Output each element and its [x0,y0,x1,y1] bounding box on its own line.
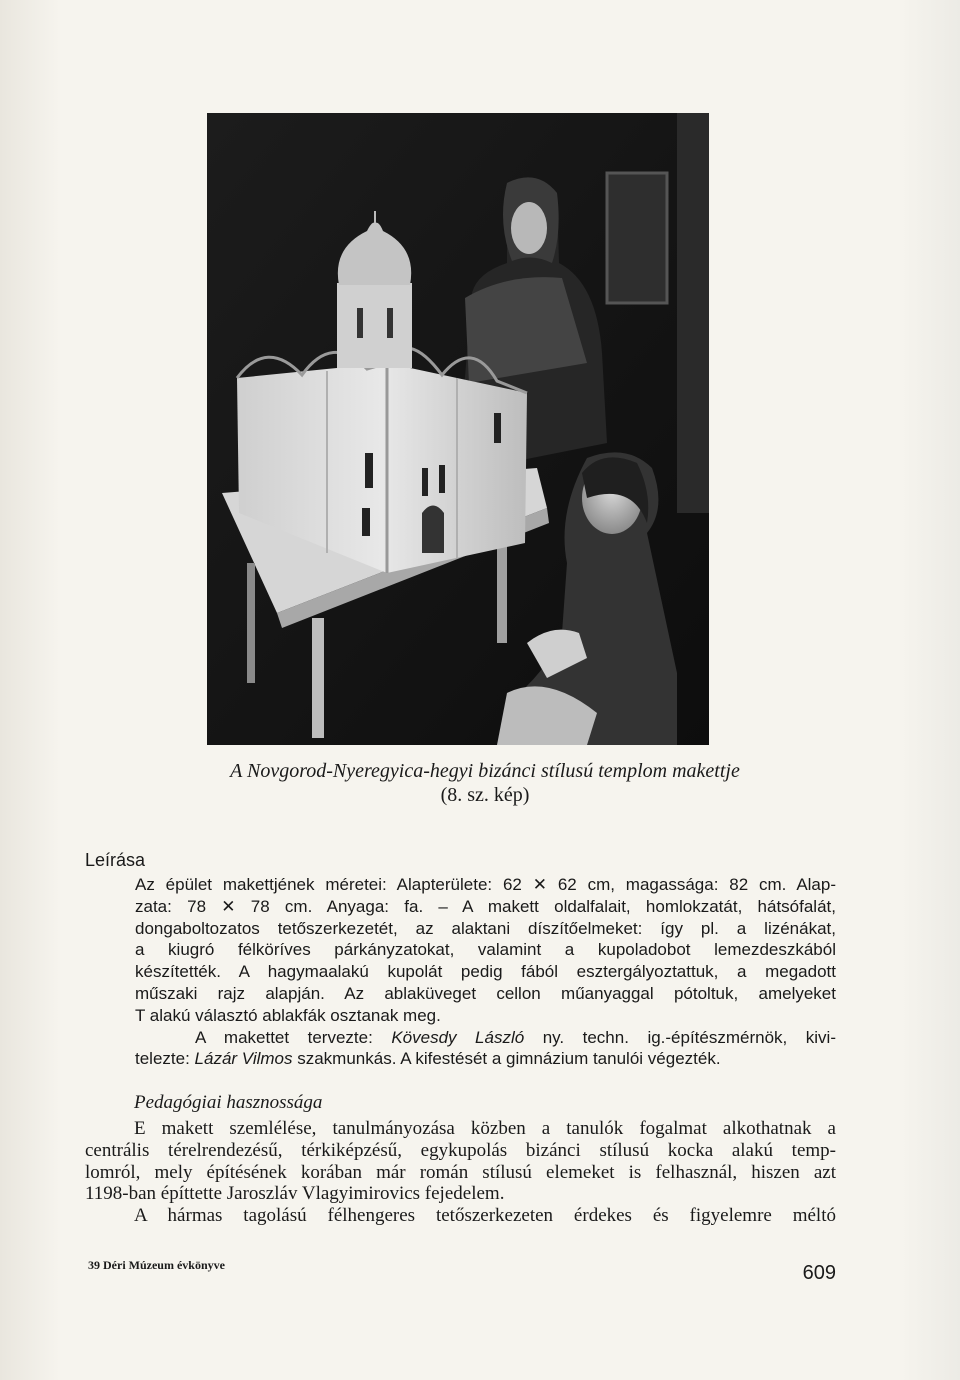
builder-suffix: szakmunkás. A kifestését a gimnázium tanulói végezték. [292,1049,721,1069]
text-line: T alakú választó ablakfák osztanak meg. [135,1005,441,1025]
text-line: dongaboltozatos tetőszerkezetét, az alaktani díszítőelmeket: így pl. a lizénákat, [135,918,836,938]
text-line: zata: 78 ✕ 78 cm. Anyaga: fa. – A makett oldalfalait, homlokzatát, hátsófalát, [135,896,836,916]
pedagogy-paragraph [85,1117,836,1226]
text-line: centrális térelrendezésű, térkiképzésű, egykupolás bizánci stílusú kocka alakú temp- [85,1139,836,1161]
pedagogy-heading: Pedagógiai hasznossága [134,1092,323,1113]
page-number: 609 [802,1262,836,1284]
text-line: készítették. A hagymaalakú kupolát pedig fából esztergályoztattuk, a megadott [135,962,836,982]
builder-line [85,1048,836,1070]
designer-prefix: A makettet tervezte: [195,1027,392,1047]
description-paragraph [85,874,836,1070]
builder-prefix: telezte: [135,1049,195,1069]
text-line: műszaki rajz alapján. Az ablaküveget cellon műanyaggal pótoltuk, amelyeket [135,983,836,1003]
church-model-photograph [207,113,709,745]
text-line: 1198-ban építtette Jaroszláv Vlagyimirovics fejedelem. [85,1183,505,1205]
designer-name: Kövesdy László [391,1027,525,1047]
text-line: Az épület makettjének méretei: Alapterülete: 62 ✕ 62 cm, magassága: 82 cm. Alap- [135,875,836,894]
text-line: A hármas tagolású félhengeres tetőszerkezeten érdekes és figyelemre méltó [134,1205,836,1227]
description-heading: Leírása [85,850,146,870]
photograph-church-model-icon [207,113,709,745]
text-line: lomról, mely építésének korában már román stílusú elemeket is felhasznál, hiszen azt [85,1161,836,1183]
designer-line [85,1027,836,1049]
builder-name: Lázár Vilmos [194,1049,293,1069]
footer-publication: 39 Déri Múzeum évkönyve [88,1258,225,1272]
designer-suffix: ny. techn. ig.-építészmérnök, kivi- [524,1027,836,1047]
photo-caption-number: (8. sz. kép) [440,784,530,806]
text-line: a kiugró félköríves párkányzatokat, valamint a kupoladobot lemezdeszkából [135,940,836,960]
photo-caption-title: A Novgorod-Nyeregyica-hegyi bizánci stílusú templom makettje [230,760,740,782]
text-line: E makett szemlélése, tanulmányozása közben a tanulók fogalmat alkothatnak a [134,1118,836,1139]
